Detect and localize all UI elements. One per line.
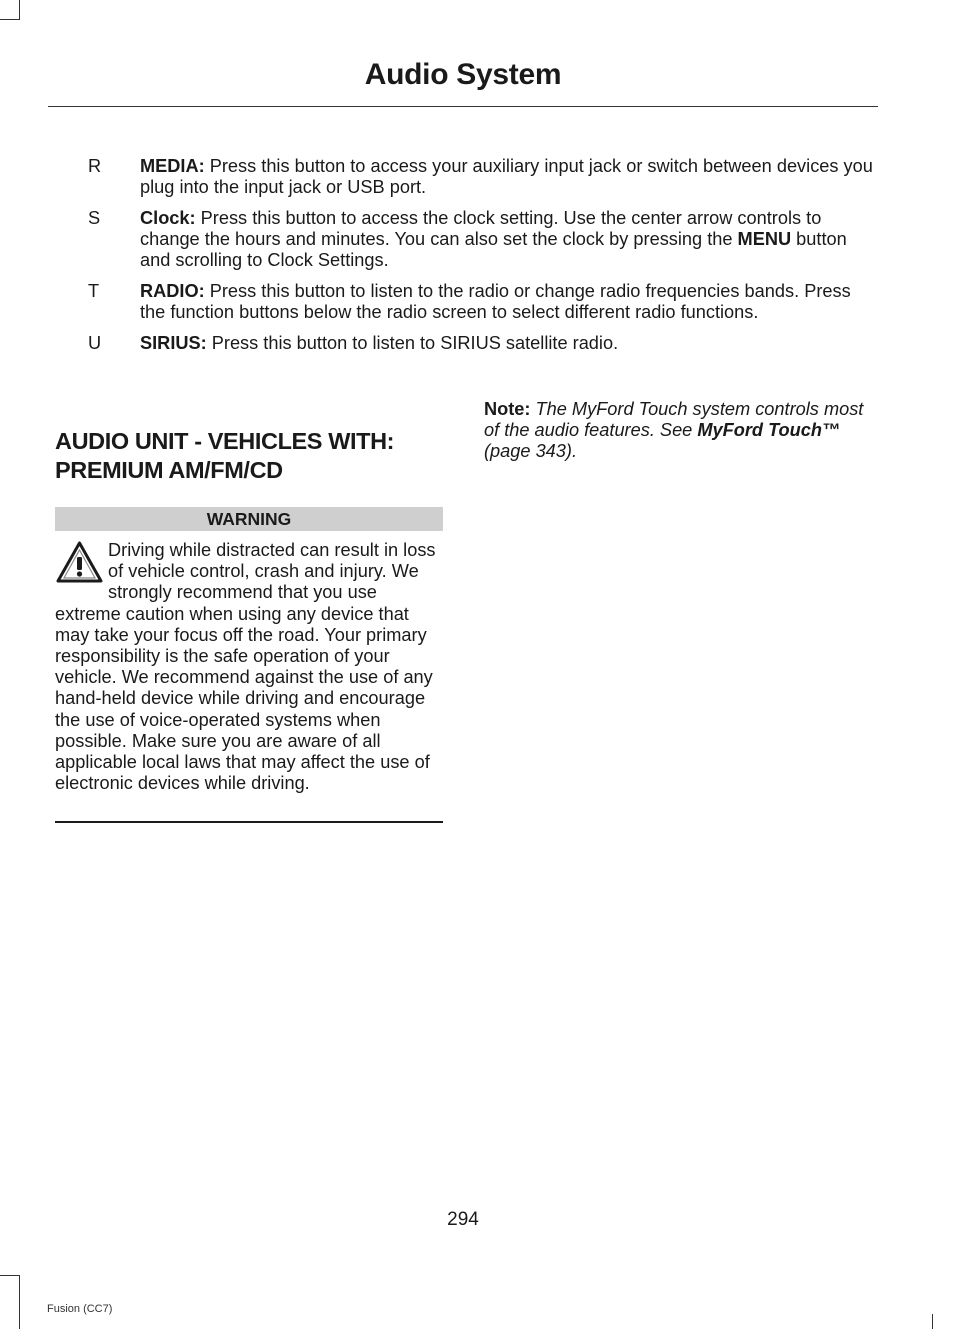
list-item [88, 208, 878, 271]
warning-body: Driving while distracted can result in loss of vehicle control, crash and injury. We strongly recommend that you use extreme caution when using any device that may take your focus off the road. Your primary responsibility is the safe operation of your vehicle. We recommend against the use of any hand-held device while driving and encourage the use of voice-operated systems when possible. Make sure you are aware of all applicable local laws that may affect the use of electronic devices while driving. [55, 540, 436, 794]
item-text: Press this button to access your auxiliary input jack or switch between devices you plug into the input jack or USB port. [140, 156, 873, 197]
note-label: Note: [484, 399, 531, 419]
warning-bar: WARNING [55, 507, 443, 531]
item-body [140, 208, 878, 271]
icon-spacer [55, 540, 108, 600]
item-label: MEDIA: [140, 156, 205, 176]
warning-text [55, 540, 445, 794]
cross-reference-link[interactable]: MyFord Touch™ [697, 420, 841, 440]
crop-mark [0, 19, 20, 20]
section-heading: AUDIO UNIT - VEHICLES WITH: PREMIUM AM/FM/CD [55, 428, 395, 483]
item-text: Press this button to access the clock setting. Use the center arrow controls to change the hours and minutes. You can also set the clock by pressing the [140, 208, 822, 249]
item-text: Press this button to listen to the radio or change radio frequencies bands. Press the function buttons below the radio screen to select different radio functions. [140, 281, 851, 322]
item-label: SIRIUS: [140, 333, 207, 353]
item-body [140, 333, 878, 354]
list-item [88, 333, 878, 354]
section-left-column [55, 427, 443, 485]
item-letter: R [88, 156, 102, 176]
note-paragraph [484, 399, 879, 462]
note-text: The MyFord Touch system controls most of the audio features. See [484, 399, 864, 440]
item-letter: U [88, 333, 102, 353]
item-label: RADIO: [140, 281, 205, 301]
footer-label: Fusion (CC7) [47, 1303, 113, 1315]
list-item [88, 281, 878, 323]
item-text: Press this button to listen to SIRIUS satellite radio. [206, 333, 619, 353]
item-body [140, 156, 878, 198]
page-title: Audio System [364, 58, 562, 91]
list-item [88, 156, 878, 198]
menu-button-name: MENU [737, 229, 792, 249]
warning-divider [55, 821, 443, 823]
page-number: 294 [447, 1209, 479, 1230]
crop-mark [932, 1314, 933, 1329]
crop-mark [0, 1275, 20, 1276]
item-label: Clock: [140, 208, 196, 228]
item-body [140, 281, 878, 323]
page-reference: (page 343). [484, 441, 578, 461]
item-letter: T [88, 281, 100, 301]
crop-mark [19, 1275, 20, 1329]
item-text: button and scrolling to Clock Settings. [140, 229, 847, 270]
button-description-list [88, 156, 878, 364]
header-divider [48, 106, 878, 107]
crop-mark [19, 0, 20, 20]
item-letter: S [88, 208, 101, 228]
